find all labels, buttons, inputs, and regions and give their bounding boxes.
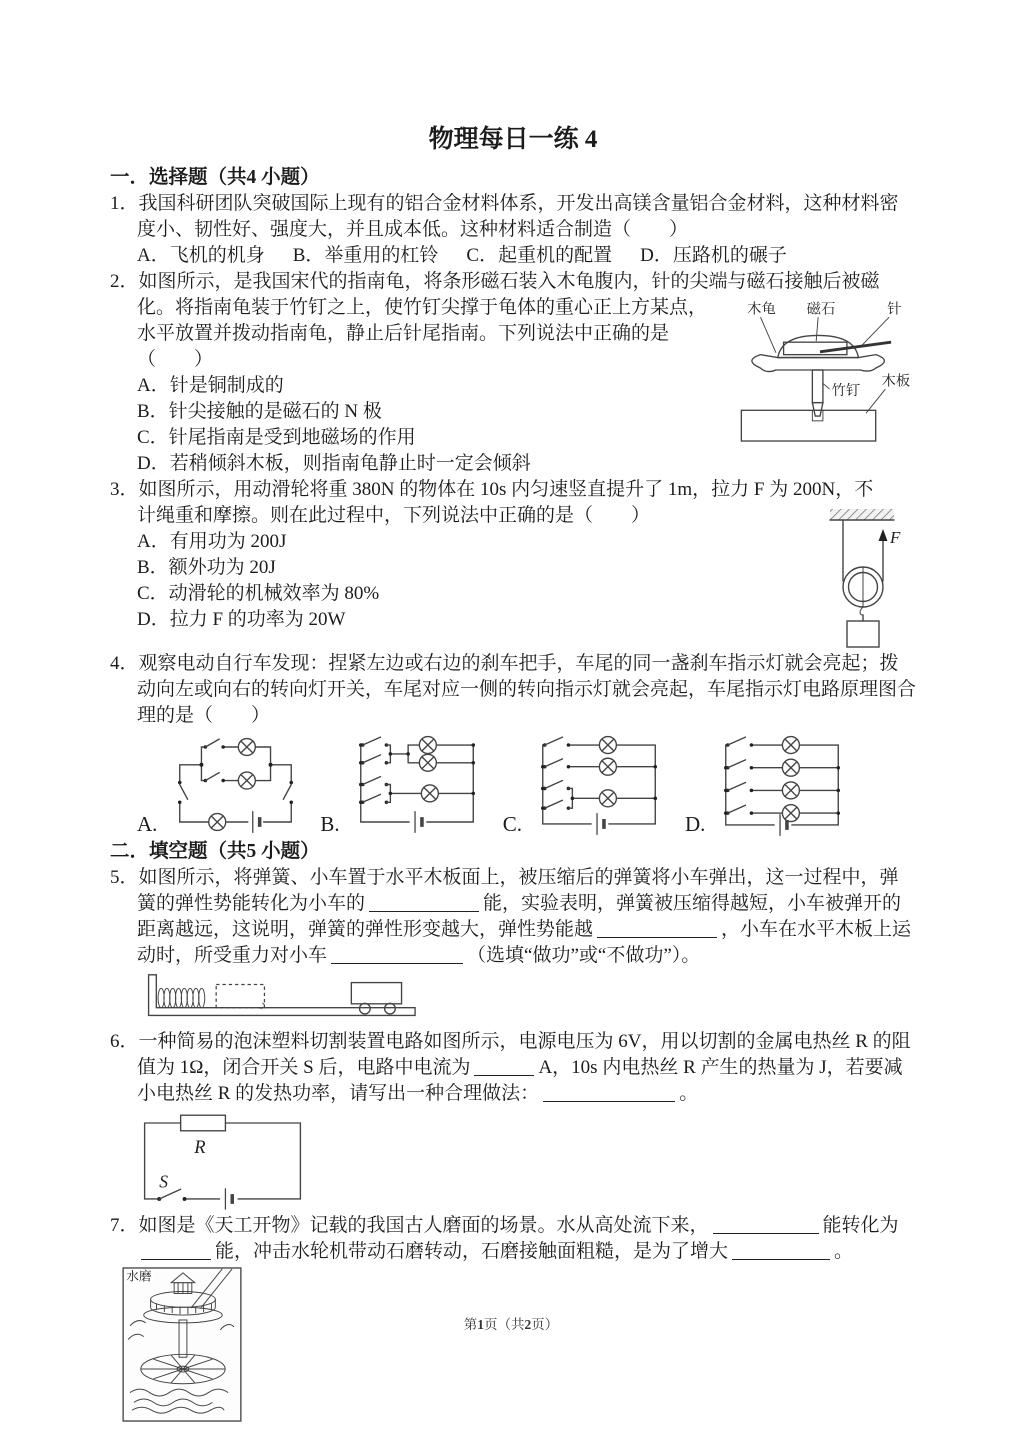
circuit-a-diagram — [160, 733, 310, 836]
option-label: A. — [137, 812, 158, 836]
heater-circuit-figure — [130, 1109, 916, 1211]
label-bamboo-nail: 竹钉 — [831, 382, 861, 399]
circuit-option-b — [320, 733, 492, 836]
question-text: 观察电动自行车发现：捏紧左边或右边的刹车把手，车尾的同一盏刹车指示灯就会亮起；拨动向左或向右的转向灯开关，车尾对应一侧的转向指示灯就会亮起，车尾指示灯电路原理图合理的是（ ） — [137, 653, 917, 726]
label-needle: 针 — [887, 301, 902, 318]
page-number: 第1页（共2页） — [463, 1317, 559, 1332]
water-mill-figure — [122, 1267, 916, 1422]
option-d: D．拉力 F 的功率为 20W — [137, 609, 346, 630]
answer-blank — [713, 1213, 819, 1234]
circuit-option-d — [685, 733, 858, 836]
circuit-option-c — [503, 733, 675, 836]
option-label: C. — [502, 812, 522, 836]
question-number: 3． — [110, 479, 139, 500]
question-text: 能转化为 — [822, 1215, 899, 1236]
question-number: 1． — [110, 193, 139, 214]
question-text: 如图所示，是我国宋代的指南龟，将条形磁石装入木龟腹内，针的尖端与磁石接触后被磁 — [138, 271, 880, 292]
answer-blank — [597, 917, 717, 938]
option-label: D. — [684, 812, 706, 836]
answer-blank — [543, 1081, 675, 1102]
figure-caption: 水磨 — [126, 1269, 152, 1284]
question-text: 如图所示，用动滑轮将重 380N 的物体在 10s 内匀速竖直提升了 1m，拉力 F 为 200N，不 — [138, 479, 874, 500]
circuit-options-row — [137, 733, 916, 836]
option-b: B．额外功为 20J — [137, 557, 276, 578]
answer-blank — [732, 1239, 830, 1260]
question-text: 。 — [834, 1241, 854, 1262]
turtle-compass-figure — [726, 295, 916, 445]
question-4 — [110, 651, 916, 836]
question-number: 5． — [110, 867, 139, 888]
question-text: 一种简易的泡沫塑料切割装置电路如图所示，电源电压为 6V，用以切割的金属电热丝 R 的阻值为 1Ω，闭合开关 S 后，电路中电流为 — [137, 1031, 911, 1078]
option-d: D．若稍倾斜木板，则指南龟静止时一定会倾斜 — [137, 453, 531, 474]
section-heading-choice: 一．选择题（共4 小题） — [110, 167, 320, 188]
option-c: C．动滑轮的机械效率为 80% — [137, 583, 380, 604]
pulley-figure — [804, 503, 916, 649]
option-c: C．起重机的配置 — [466, 245, 613, 266]
label-switch-s: S — [159, 1171, 168, 1192]
question-text: ，小车在水平木板上运动时，所受重力对小车 — [137, 919, 912, 966]
circuit-d-diagram — [708, 733, 858, 836]
label-wooden-board: 木板 — [881, 373, 911, 390]
answer-blank — [141, 1239, 211, 1260]
option-a: A．飞机的机身 — [137, 245, 265, 266]
question-number: 2． — [110, 271, 139, 292]
answer-blank — [369, 891, 479, 912]
label-force-f: F — [890, 528, 901, 547]
question-text: 如图是《天工开物》记载的我国古人磨面的场景。水从高处流下来， — [138, 1215, 709, 1236]
section-heading-fill: 二．填空题（共5 小题） — [110, 841, 320, 862]
option-a: A．有用功为 200J — [137, 531, 287, 552]
question-1-options — [137, 243, 916, 269]
question-3 — [110, 477, 916, 651]
question-text: 能，冲击水轮机带动石磨转动，石磨接触面粗糙，是为了增大 — [215, 1241, 729, 1262]
question-text: 我国科研团队突破国际上现有的铝合金材料体系，开发出高镁含量铝合金材料，这种材料密度小、韧性好、强度大，并且成本低。这种材料适合制造（ ） — [137, 193, 899, 240]
option-d: D．压路机的碾子 — [640, 245, 787, 266]
question-text: 。 — [679, 1083, 699, 1104]
circuit-option-a — [137, 733, 310, 836]
question-1 — [110, 191, 916, 269]
page-title: 物理每日一练 4 — [428, 126, 598, 153]
question-number: 7． — [110, 1215, 139, 1236]
question-text: A，10s 内电热丝 R 产生的热量为 J，若要减小电热丝 R 的发热功率，请写出一种合理做法： — [137, 1057, 903, 1104]
option-label: B. — [320, 812, 340, 836]
circuit-c-diagram — [525, 733, 675, 836]
label-magnet: 磁石 — [806, 301, 836, 318]
question-number: 6． — [110, 1031, 139, 1052]
question-text: （选填“做功”或“不做功”）。 — [467, 945, 701, 966]
label-resistor-r: R — [194, 1138, 206, 1159]
question-text: 能，实验表明，弹簧被压缩得越短，小车被弹开的距离越远，这说明，弹簧的弹性形变越大，弹性势能越 — [137, 893, 902, 940]
option-c: C．针尾指南是受到地磁场的作用 — [137, 427, 416, 448]
answer-blank — [474, 1055, 534, 1076]
question-6 — [110, 1029, 916, 1211]
label-wooden-turtle: 木龟 — [747, 301, 776, 318]
option-b: B．针尖接触的是磁石的 N 极 — [137, 401, 382, 422]
question-text: 如图所示，将弹簧、小车置于水平木板面上，被压缩后的弹簧将小车弹出，这一过程中，弹簧的弹性势能转化为小车的 — [137, 867, 899, 914]
question-number: 4． — [110, 653, 139, 674]
circuit-b-diagram — [343, 733, 493, 836]
option-b: B．举重用的杠铃 — [292, 245, 439, 266]
answer-blank — [331, 943, 463, 964]
question-5 — [110, 865, 916, 1027]
option-a: A．针是铜制成的 — [137, 375, 284, 396]
question-text: 化。将指南龟装于竹钉之上，使竹钉尖撑于龟体的重心正上方某点，水平放置并拨动指南龟，静止后针尾指南。下列说法中正确的是（ ） — [137, 297, 708, 370]
spring-cart-figure — [122, 971, 916, 1027]
question-2 — [110, 269, 916, 477]
question-text: 计绳重和摩擦。则在此过程中，下列说法中正确的是（ ） — [137, 505, 651, 526]
